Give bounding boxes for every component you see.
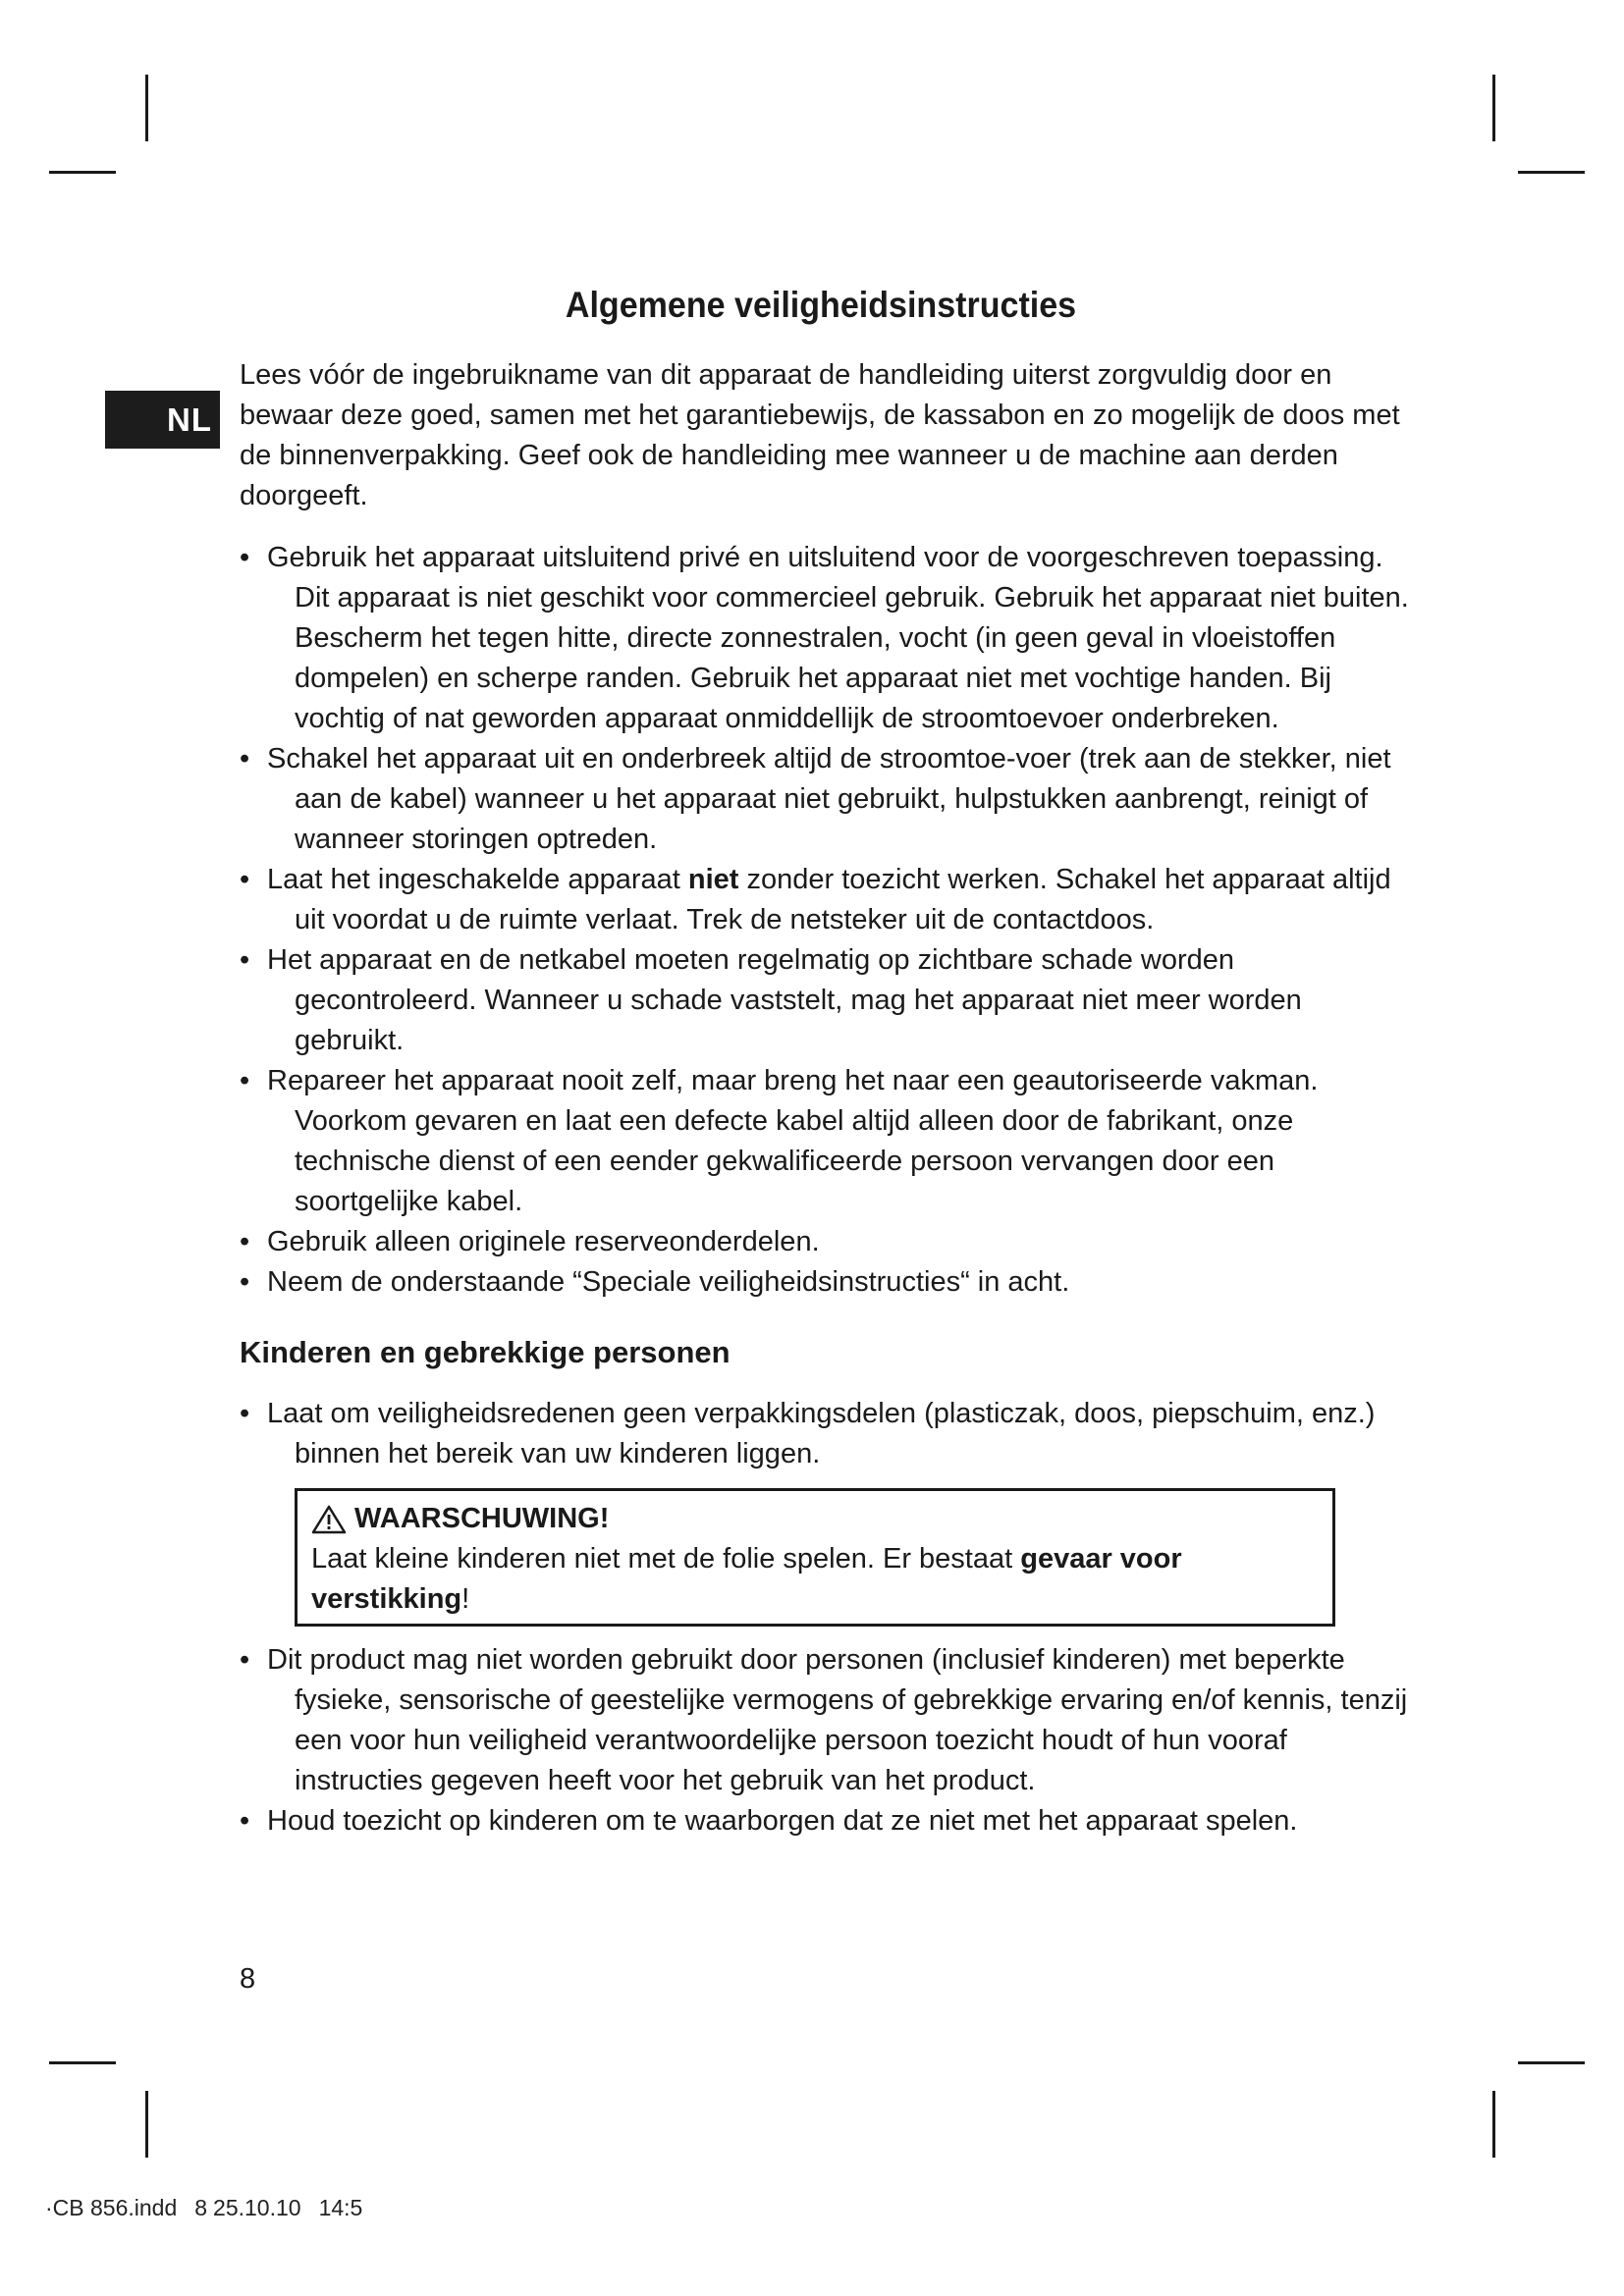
- list-item: • Houd toezicht op kinderen om te waarborgen dat ze niet met het apparaat spelen.: [240, 1801, 1418, 1842]
- general-safety-list: [240, 538, 1418, 1303]
- warning-text-part: !: [461, 1583, 470, 1615]
- warning-text-part: Laat kleine kinderen niet met de folie spelen. Er bestaat: [311, 1543, 1021, 1575]
- slug-page: 8: [194, 2195, 208, 2220]
- warning-text: [311, 1539, 1319, 1620]
- print-slug: [45, 2195, 380, 2221]
- crop-mark-bottom-left-horizontal: [49, 2061, 116, 2064]
- slug-date: 25.10.10: [213, 2195, 301, 2220]
- crop-mark-bottom-right-horizontal: [1518, 2061, 1585, 2064]
- crop-mark-top-right-vertical: [1492, 75, 1495, 141]
- main-content: [240, 355, 1418, 1842]
- list-item: • Dit product mag niet worden gebruikt door personen (inclusief kinderen) met beperkte fysieke, sensorische of geestelijke vermogens of gebrekkige ervaring en/of kennis, tenzij een voor hun veiligheid verantwoordelijke persoon toezicht houdt of hun vooraf instructies gegeven heeft voor het gebruik van het product.: [240, 1640, 1418, 1801]
- crop-mark-top-left-vertical: [145, 75, 148, 141]
- list-item-text: zonder toezicht werken. Schakel het apparaat altijd uit voordat u de ruimte verlaat. Trek de netsteker uit de contactdoos.: [295, 864, 1391, 935]
- list-item: • Repareer het apparaat nooit zelf, maar breng het naar een geautoriseerde vakman. Voorkom gevaren en laat een defecte kabel altijd alleen door de fabrikant, onze technische dienst of een eender gekwalificeerde persoon vervangen door een soortgelijke kabel.: [240, 1061, 1418, 1222]
- warning-triangle-icon: [311, 1505, 347, 1534]
- list-item: • Gebruik het apparaat uitsluitend privé en uitsluitend voor de voorgeschreven toepassing. Dit apparaat is niet geschikt voor commercieel gebruik. Gebruik het apparaat niet buiten. Bescherm het tegen hitte, directe zonnestralen, vocht (in geen geval in vloeistoffen dompelen) en scherpe randen. Gebruik het apparaat niet met vochtige handen. Bij vochtig of nat geworden apparaat onmiddellijk de stroomtoevoer onderbreken.: [240, 538, 1418, 739]
- language-tab-label: NL: [167, 400, 212, 438]
- slug-file: ·CB 856.indd: [45, 2195, 178, 2220]
- list-item: • Neem de onderstaande “Speciale veiligheidsinstructies“ in acht.: [240, 1262, 1418, 1303]
- page-number: 8: [240, 1963, 256, 1995]
- list-item-emphasis: niet: [687, 864, 739, 895]
- warning-header: [311, 1499, 1319, 1539]
- list-item: • Het apparaat en de netkabel moeten regelmatig op zichtbare schade worden gecontroleerd. Wanneer u schade vaststelt, mag het apparaat niet meer worden gebruikt.: [240, 940, 1418, 1061]
- crop-mark-top-right-horizontal: [1518, 171, 1585, 174]
- crop-mark-bottom-right-vertical: [1492, 2091, 1495, 2158]
- intro-paragraph: Lees vóór de ingebruikname van dit apparaat de handleiding uiterst zorgvuldig door en bewaar deze goed, samen met het garantiebewijs, de kassabon en zo mogelijk de doos met de binnenverpakking. Geef ook de handleiding mee wanneer u de machine aan derden doorgeeft.: [240, 359, 1400, 511]
- page-title: Algemene veiligheidsinstructies: [565, 285, 1077, 325]
- crop-mark-top-left-horizontal: [49, 171, 116, 174]
- slug-time: 14:5: [318, 2195, 363, 2220]
- warning-emphasis: gevaar voor verstikking: [311, 1543, 1182, 1615]
- list-item: [240, 860, 1418, 940]
- list-item: • Laat om veiligheidsredenen geen verpakkingsdelen (plasticzak, doos, piepschuim, enz.) binnen het bereik van uw kinderen liggen.: [240, 1394, 1418, 1474]
- warning-label: WAARSCHUWING!: [354, 1503, 610, 1534]
- warning-box: [295, 1488, 1335, 1627]
- list-item: • Gebruik alleen originele reserveonderdelen.: [240, 1222, 1418, 1262]
- list-item-text: Laat het ingeschakelde apparaat: [267, 864, 688, 895]
- children-safety-list-continued: [240, 1640, 1418, 1842]
- section-heading-children: Kinderen en gebrekkige personen: [240, 1335, 731, 1369]
- language-tab: [105, 391, 220, 449]
- list-item: • Schakel het apparaat uit en onderbreek altijd de stroomtoe-voer (trek aan de stekker, niet aan de kabel) wanneer u het apparaat niet gebruikt, hulpstukken aanbrengt, reinigt of wanneer storingen optreden.: [240, 739, 1418, 860]
- crop-mark-bottom-left-vertical: [145, 2091, 148, 2158]
- children-safety-list: [240, 1394, 1418, 1474]
